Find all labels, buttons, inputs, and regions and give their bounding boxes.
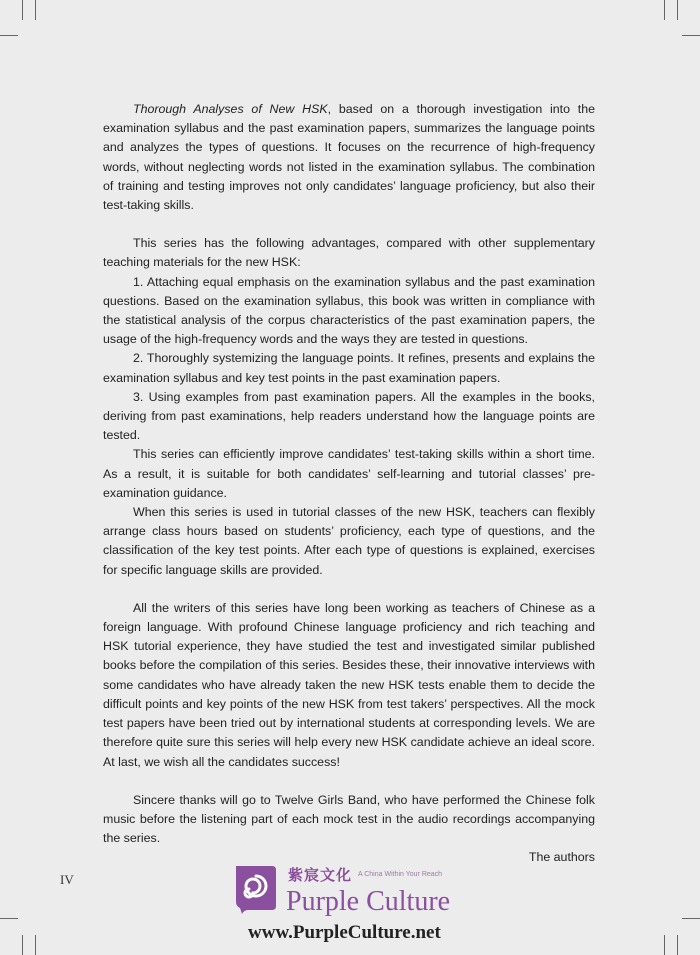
- spiral-logo-icon: [230, 862, 280, 916]
- crop-mark: [22, 935, 23, 955]
- crop-mark: [664, 935, 665, 955]
- crop-mark: [35, 935, 36, 955]
- crop-mark: [664, 0, 665, 20]
- thanks-paragraph: Sincere thanks will go to Twelve Girls Band, who have performed the Chinese folk music before the listening part of each mock test in the audio recordings accompanying the series.: [103, 792, 595, 846]
- writers-paragraph: All the writers of this series have long been working as teachers of Chinese as a foreign language. With profound Chinese language proficiency and rich teaching and HSK tutorial experience, they have studied the test and investigated similar published books before the compilation of this series. Besides these, their innovative interviews with some candidates who have already taken the new HSK tests enable them to decide the difficult points and key points of the new HSK from test takers’ perspectives. All the mock test papers have been tried out by international students at corresponding levels. We are therefore quite sure this series will help every new HSK candidate achieve an ideal score. At last, we wish all the candidates success!: [103, 600, 595, 769]
- preface-body: [103, 100, 595, 868]
- crop-mark: [677, 0, 678, 20]
- watermark-chinese: 紫宸文化: [288, 866, 353, 884]
- advantage-item: 1. Attaching equal emphasis on the examination syllabus and the past examination questions. Based on the examination syllabus, this book was written in compliance with the statistical analysis of the corpus characteristics of the past examination papers, the usage of the high-frequency words and the ways they are tested in questions.: [103, 274, 595, 347]
- watermark-tagline: A China Within Your Reach: [358, 871, 443, 878]
- signoff: The authors: [528, 850, 595, 865]
- book-title: Thorough Analyses of New HSK: [133, 102, 328, 116]
- crop-mark: [0, 35, 18, 36]
- tutorial-paragraph: When this series is used in tutorial classes of the new HSK, teachers can flexibly arrange class hours based on students’ proficiency, each type of questions, and the classification of the key test points. After each type of questions is explained, exercises for specific language skills are provided.: [103, 505, 595, 577]
- intro-paragraph: Thorough Analyses of New HSK, based on a thorough investigation into the examination syllabus and the past examination papers, summarizes the language points and analyzes the types of questions. It focuses on the recurrence of high-frequency words, without neglecting words not listed in the examination syllabus. The combination of training and testing improves not only candidates’ language proficiency, but also their test-taking skills.: [103, 102, 595, 213]
- watermark: [230, 862, 520, 948]
- advantage-item: 3. Using examples from past examination papers. All the examples in the books, deriving from past examinations, help readers understand how the language points are tested.: [103, 389, 595, 443]
- crop-mark: [35, 0, 36, 20]
- efficiency-paragraph: This series can efficiently improve candidates’ test-taking skills within a short time. As a result, it is suitable for both candidates’ self-learning and tutorial classes’ pre-examination guidance.: [103, 447, 595, 500]
- crop-mark: [682, 918, 700, 919]
- advantage-item: 2. Thoroughly systemizing the language points. It refines, presents and explains the examination syllabus and key test points in the past examination papers.: [103, 351, 595, 385]
- crop-mark: [682, 35, 700, 36]
- watermark-url: www.PurpleCulture.net: [248, 922, 441, 943]
- crop-mark: [22, 0, 23, 20]
- page-number: IV: [60, 872, 74, 887]
- crop-mark: [677, 935, 678, 955]
- watermark-name: Purple Culture: [286, 886, 451, 917]
- advantages-lead: This series has the following advantages, compared with other supplementary teaching materials for the new HSK:: [103, 236, 595, 270]
- crop-mark: [0, 918, 18, 919]
